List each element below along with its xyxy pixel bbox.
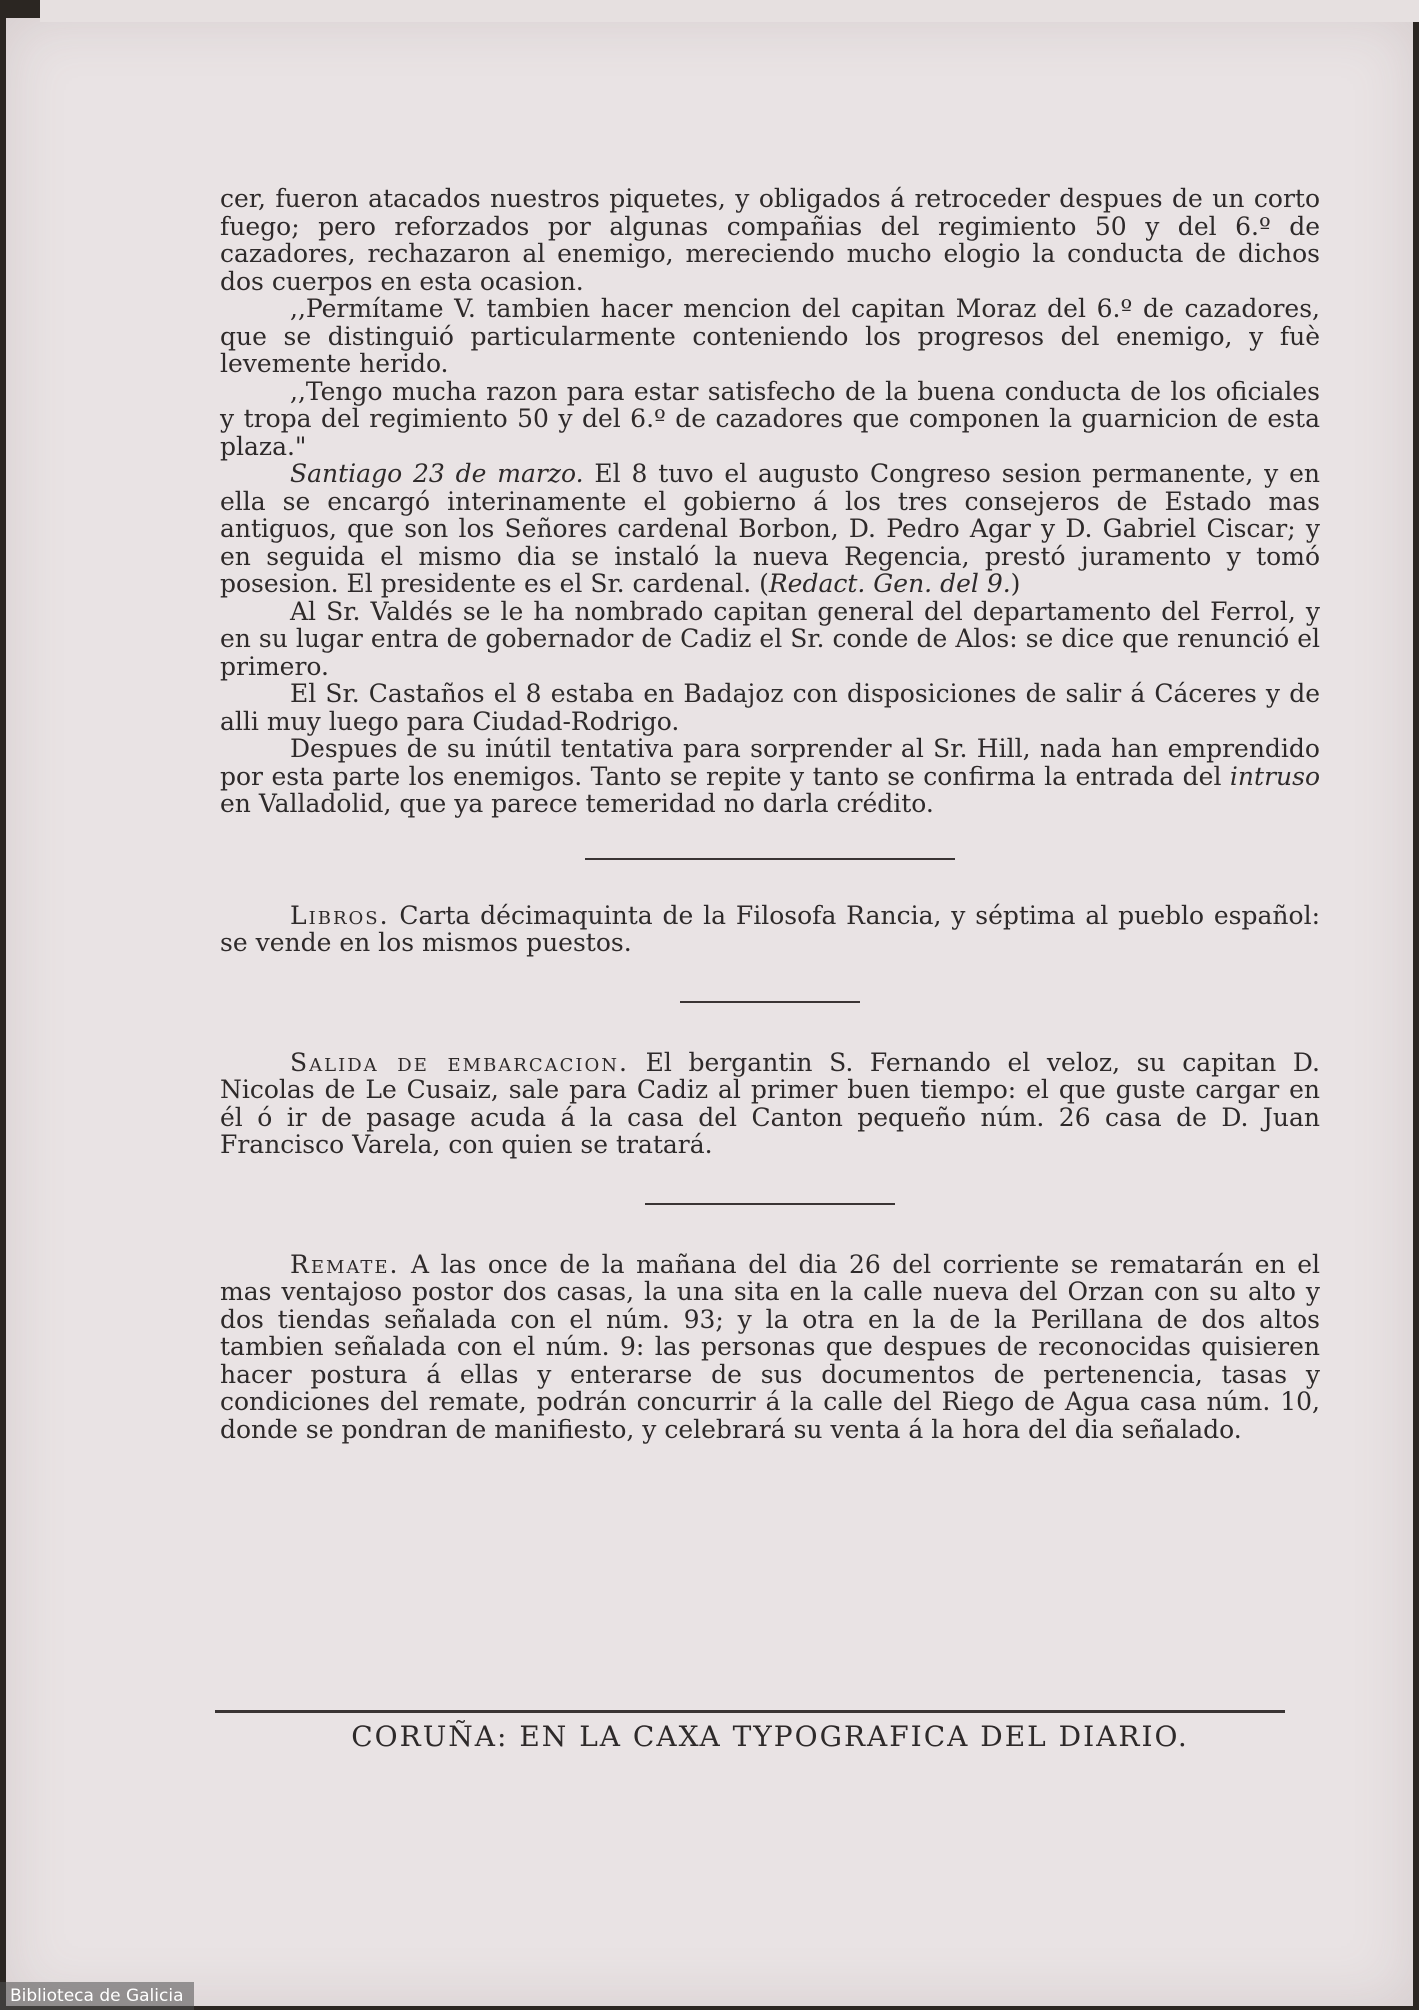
section-divider <box>645 1203 895 1205</box>
libros-text: Carta décimaquinta de la Filosofa Rancia, y séptima al pueblo español: se vende en los mismos puestos. <box>220 900 1320 957</box>
paragraph-santiago-text: El 8 tuvo el augusto Congreso sesion permanente, y en ella se encargó interinamente el gobierno á los tres consejeros de Estado mas antiguos, que son los Señores cardenal Borbon, D. Pedro Agar y D. Gabriel Ciscar; y en seguida el mismo dia se instaló la nueva Regencia, prestó juramento y tomó posesion. El presidente es el Sr. cardenal. ( <box>220 459 1320 598</box>
article-body <box>220 185 1320 1443</box>
page-top-edge <box>40 0 1419 22</box>
section-divider <box>585 858 955 860</box>
libros-notice <box>220 902 1320 957</box>
section-divider <box>680 1001 860 1003</box>
remate-notice <box>220 1251 1320 1444</box>
paragraph-hill-post: en Valladolid, que ya parece temeridad no darla crédito. <box>220 789 934 818</box>
salida-text: El bergantin S. Fernando el veloz, su capitan D. Nicolas de Le Cusaiz, sale para Cadiz al primer buen tiempo: el que guste cargar en él ó ir de pasage acuda á la casa del Canton pequeño núm. 26 casa de D. Juan Francisco Varela, con quien se tratará. <box>220 1047 1320 1159</box>
citation: Redact. Gen. del 9. <box>768 569 1011 598</box>
paragraph-hill-pre: Despues de su inútil tentativa para sorprender al Sr. Hill, nada han emprendido por esta parte los enemigos. Tanto se repite y tanto se confirma la entrada del <box>220 734 1320 791</box>
italic-word: intruso <box>1229 761 1320 791</box>
libros-heading: Libros. <box>290 900 390 930</box>
paragraph-hill <box>220 735 1320 818</box>
paragraph-castanos: El Sr. Castaños el 8 estaba en Badajoz con disposiciones de salir á Cáceres y de alli muy luego para Ciudad-Rodrigo. <box>220 679 1320 736</box>
paragraph-santiago <box>220 460 1320 598</box>
salida-notice <box>220 1049 1320 1159</box>
footer-rule <box>215 1710 1285 1713</box>
colophon: CORUÑA: EN LA CAXA TYPOGRAFICA DEL DIARIO. <box>351 1720 1189 1753</box>
remate-heading: Remate. <box>290 1249 400 1279</box>
paragraph-1: cer, fueron atacados nuestros piquetes, y obligados á retroceder despues de un corto fuego; pero reforzados por algunas compañias del regimiento 50 y del 6.º de cazadores, rechazaron al enemigo, mereciendo mucho elogio la conducta de dichos dos cuerpos en esta ocasion. <box>220 184 1320 296</box>
citation-close: ) <box>1010 569 1021 598</box>
paragraph-valdes: Al Sr. Valdés se le ha nombrado capitan general del departamento del Ferrol, y en su lugar entra de gobernador de Cadiz el Sr. conde de Alos: se dice que renunció el primero. <box>220 596 1320 681</box>
salida-heading: Salida de embarcacion. <box>290 1047 629 1077</box>
remate-text: A las once de la mañana del dia 26 del corriente se rematarán en el mas ventajoso postor dos casas, la una sita en la calle nueva del Orzan con su alto y dos tiendas señalada con el núm. 93; y la otra en la de la Perillana de dos altos tambien señalada con el núm. 9: las personas que despues de reconocidas quisieren hacer postura á ellas y enterarse de sus documentos de pertenencia, tasas y condiciones del remate, podrán concurrir á la calle del Riego de Agua casa núm. 10, donde se pondran de manifiesto, y celebrará su venta á la hora del dia señalado. <box>220 1249 1320 1444</box>
dateline: Santiago 23 de marzo. <box>290 459 584 488</box>
library-credit: Biblioteca de Galicia <box>0 1982 194 2010</box>
paragraph-2: ,,Permítame V. tambien hacer mencion del capitan Moraz del 6.º de cazadores, que se distinguió particularmente conteniendo los progresos del enemigo, y fuè levemente herido. <box>220 294 1320 378</box>
paragraph-3: ,,Tengo mucha razon para estar satisfecho de la buena conducta de los oficiales y tropa del regimiento 50 y del 6.º de cazadores que componen la guarnicion de esta plaza." <box>220 376 1320 461</box>
